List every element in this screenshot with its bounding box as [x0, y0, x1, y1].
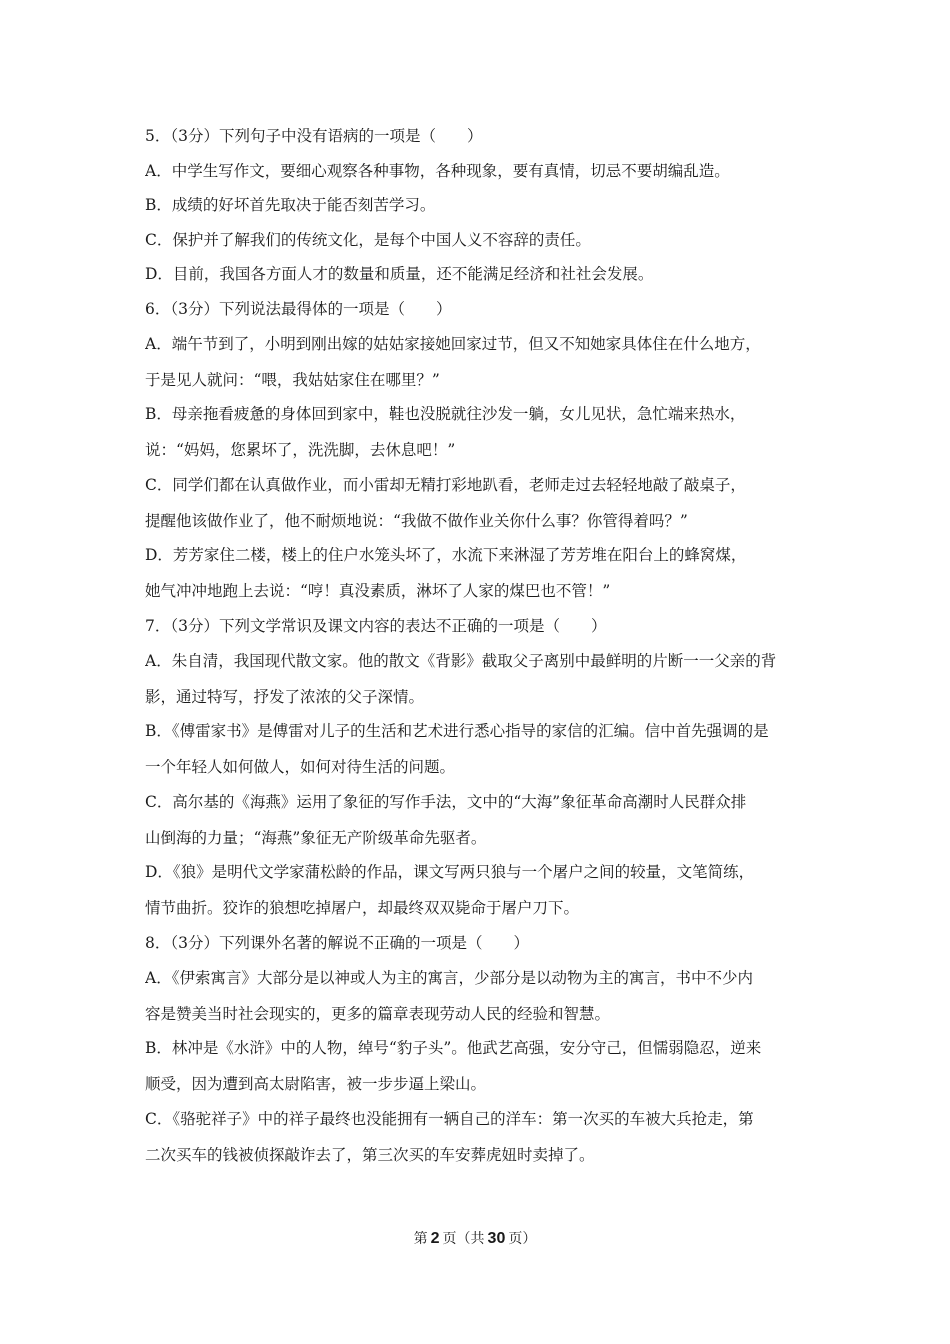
option-6c: [145, 474, 810, 532]
question-7: [145, 615, 810, 919]
option-5d: D．目前，我国各方面人才的数量和质量，还不能满足经济和社社会发展。: [145, 265, 654, 284]
option-7d-line-1: D．《狼》是明代文学家蒲松龄的作品，课文写两只狼与一个屠户之间的较量，文笔简练，: [145, 863, 755, 882]
option-7b: [145, 720, 810, 778]
option-8c-line-2: 二次买车的钱被侦探敲诈去了，第三次买的车安葬虎妞时卖掉了。: [145, 1145, 595, 1164]
option-7a-line-1: A．朱自清，我国现代散文家。他的散文《背影》截取父子离别中最鲜明的片断一一父亲的背: [145, 651, 777, 670]
option-7c-line-2: 山倒海的力量；“海燕”象征无产阶级革命先驱者。: [145, 828, 487, 847]
option-8c: [145, 1108, 810, 1166]
option-7b-line-1: B．《傅雷家书》是傅雷对儿子的生活和艺术进行悉心指导的家信的汇编。信中首先强调的是: [145, 722, 769, 741]
option-6b-line-1: B．母亲拖看疲惫的身体回到家中，鞋也没脱就往沙发一躺，女儿见状，急忙端来热水，: [145, 405, 746, 424]
option-8b: [145, 1037, 810, 1095]
option-6a: [145, 333, 810, 391]
option-7a: [145, 650, 810, 708]
option-8a-line-2: 容是赞美当时社会现实的，更多的篇章表现劳动人民的经验和智慧。: [145, 1004, 611, 1023]
page-footer: [0, 1228, 950, 1248]
option-6d: [145, 544, 810, 602]
option-5b: B．成绩的好坏首先取决于能否刻苦学习。: [145, 196, 436, 215]
option-8a: [145, 967, 810, 1025]
footer-suffix: 页）: [508, 1231, 537, 1247]
question-8-head: 8．（3分）下列课外名著的解说不正确的一项是（ ）: [145, 933, 529, 952]
option-7b-line-2: 一个年轻人如何做人，如何对待生活的问题。: [145, 758, 456, 777]
option-7c-line-1: C．高尔基的《海燕》运用了象征的写作手法，文中的“大海”象征革命高潮时人民群众排: [145, 792, 747, 811]
option-6d-line-1: D．芳芳家住二楼，楼上的住户水笼头坏了，水流下来淋湿了芳芳堆在阳台上的蜂窝煤，: [145, 546, 747, 565]
question-5-head: 5．（3分）下列句子中没有语病的一项是（ ）: [145, 127, 483, 145]
option-6c-line-1: C．同学们都在认真做作业，而小雷却无精打彩地趴看，老师走过去轻轻地敲了敲桌子，: [145, 475, 746, 494]
option-6b: [145, 403, 810, 461]
option-8b-line-2: 顺受，因为遭到高太尉陷害，被一步步逼上梁山。: [145, 1075, 487, 1094]
question-6: [145, 298, 810, 602]
footer-page-number: 2: [430, 1230, 440, 1247]
option-7d-line-2: 情节曲折。狡诈的狼想吃掉屠户，却最终双双毙命于屠户刀下。: [145, 899, 580, 918]
option-6a-line-1: A．端午节到了，小明到刚出嫁的姑姑家接她回家过节，但又不知她家具体住在什么地方，: [145, 334, 761, 353]
footer-prefix: 第: [413, 1231, 428, 1247]
option-7a-line-2: 影，通过特写，抒发了浓浓的父子深情。: [145, 687, 425, 706]
option-7d: [145, 861, 810, 919]
option-7c: [145, 791, 810, 849]
question-8: [145, 932, 810, 1166]
footer-total-pages: 30: [487, 1230, 506, 1247]
option-6b-line-2: 说：“妈妈，您累坏了，洗洗脚，去休息吧！”: [145, 441, 456, 460]
option-8a-line-1: A．《伊索寓言》大部分是以神或人为主的寓言，少部分是以动物为主的寓言，书中不少内: [145, 968, 753, 987]
footer-mid: 页（共: [442, 1231, 485, 1247]
option-5c: C．保护并了解我们的传统文化，是每个中国人义不容辞的责任。: [145, 230, 591, 249]
option-6d-line-2: 她气冲冲地跑上去说：“哼！真没素质，淋坏了人家的煤巴也不管！”: [145, 582, 611, 601]
question-6-head: 6．（3分）下列说法最得体的一项是（ ）: [145, 299, 452, 318]
option-8b-line-1: B．林冲是《水浒》中的人物，绰号“豹子头”。他武艺高强，安分守己，但懦弱隐忍，逆来: [145, 1039, 762, 1058]
question-7-head: 7．（3分）下列文学常识及课文内容的表达不正确的一项是（ ）: [145, 616, 607, 635]
option-8c-line-1: C．《骆驼祥子》中的祥子最终也没能拥有一辆自己的洋车：第一次买的车被大兵抢走，第: [145, 1109, 754, 1128]
option-6a-line-2: 于是见人就问：“喂，我姑姑家住在哪里？”: [145, 370, 440, 389]
option-6c-line-2: 提醒他该做作业了，他不耐烦地说：“我做不做作业关你什么事？你管得着吗？”: [145, 511, 688, 530]
option-5a: A．中学生写作文，要细心观察各种事物，各种现象，要有真情，切忌不要胡编乱造。: [145, 161, 730, 180]
question-5: [145, 125, 810, 285]
